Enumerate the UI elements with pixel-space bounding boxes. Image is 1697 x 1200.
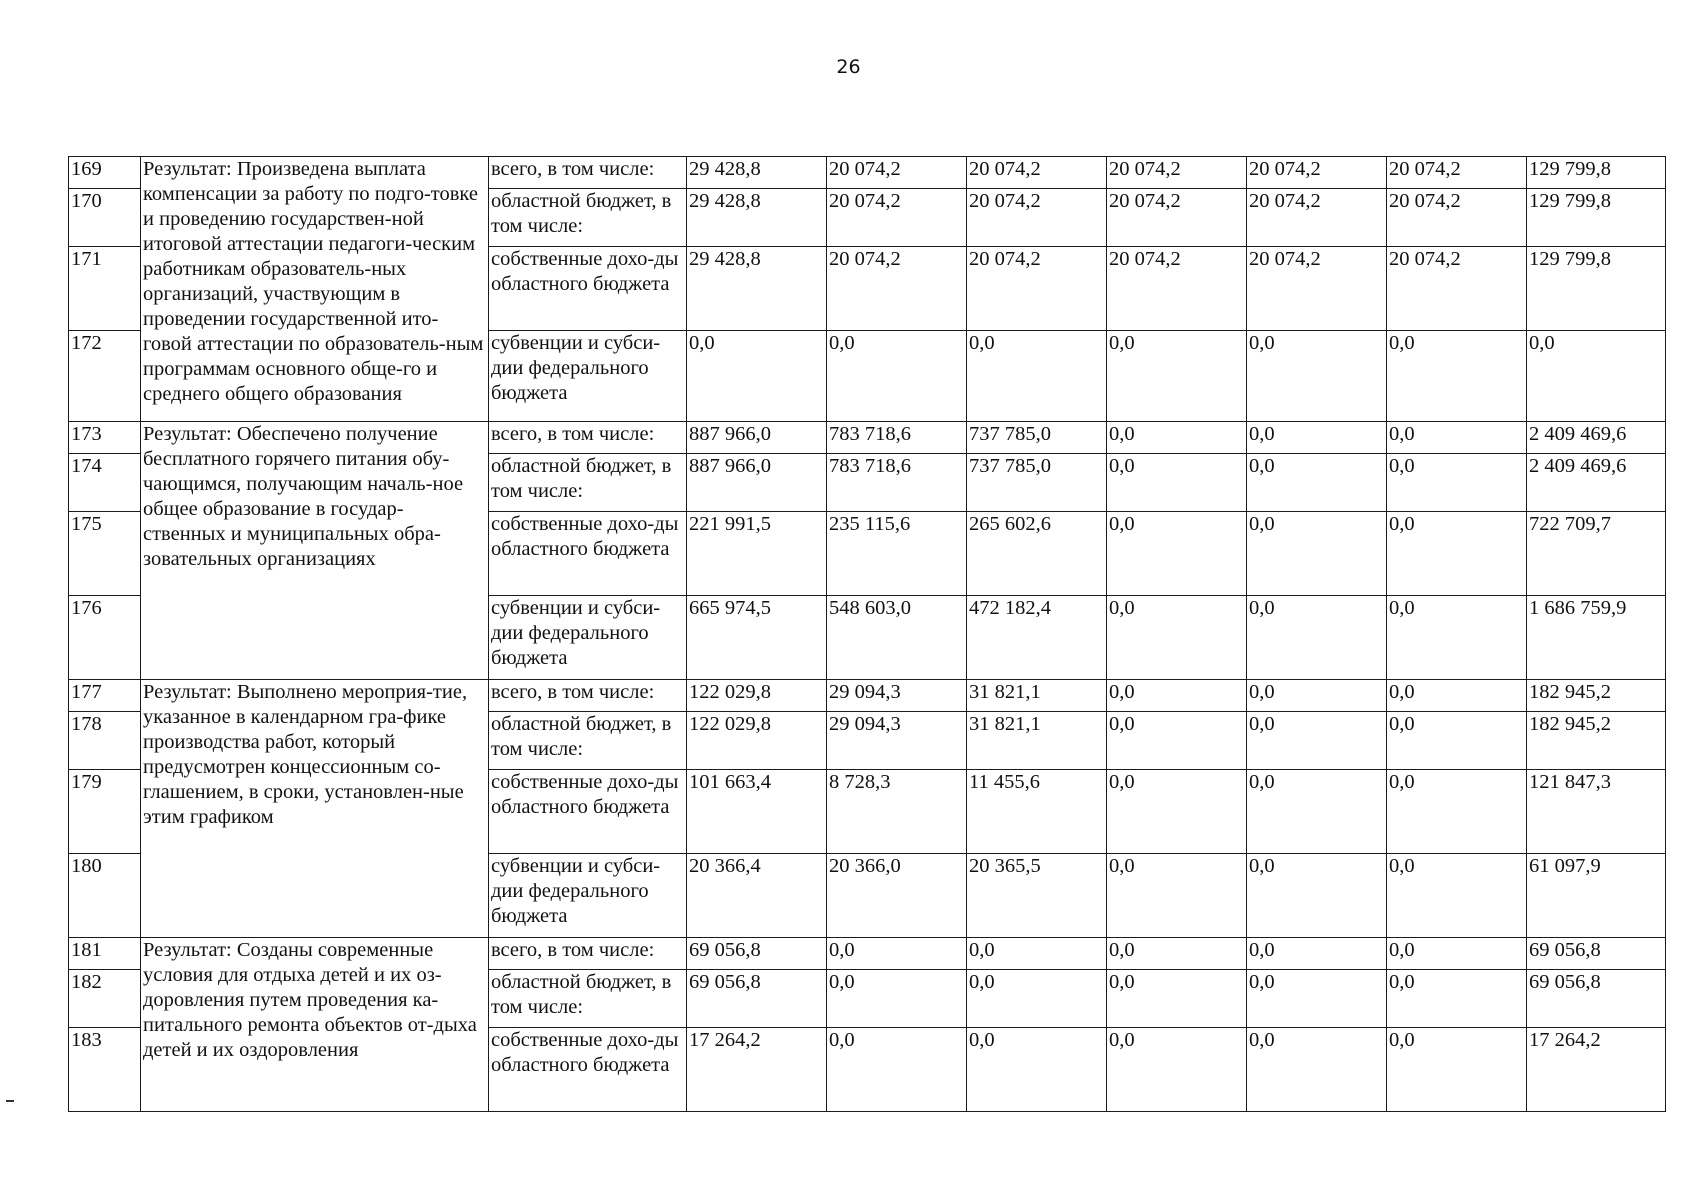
year-value-cell: 0,0 xyxy=(1387,970,1527,1028)
row-number: 175 xyxy=(69,512,141,596)
funding-source: областной бюджет, в том числе: xyxy=(489,189,687,247)
table-body xyxy=(69,157,1666,1112)
result-description: Результат: Созданы современные условия для отдыха детей и их оз-доровления путем проведения ка-питального ремонта объектов от-дыха детей и их оздоровления xyxy=(141,938,489,1112)
total-value-cell: 129 799,8 xyxy=(1527,157,1666,189)
total-value-cell: 129 799,8 xyxy=(1527,189,1666,247)
year-value-cell: 235 115,6 xyxy=(827,512,967,596)
result-description: Результат: Выполнено мероприя-тие, указанное в календарном гра-фике производства работ, который предусмотрен концессионным со-глашением, в сроки, установлен-ные этим графиком xyxy=(141,680,489,938)
year-value-cell: 0,0 xyxy=(1247,712,1387,770)
total-value-cell: 722 709,7 xyxy=(1527,512,1666,596)
year-value-cell: 29 094,3 xyxy=(827,712,967,770)
year-value-cell: 20 074,2 xyxy=(827,247,967,331)
year-value-cell: 20 074,2 xyxy=(1107,189,1247,247)
year-value-cell: 472 182,4 xyxy=(967,596,1107,680)
row-number: 177 xyxy=(69,680,141,712)
total-value-cell: 2 409 469,6 xyxy=(1527,454,1666,512)
year-value-cell: 0,0 xyxy=(1387,854,1527,938)
year-value-cell: 0,0 xyxy=(1107,331,1247,422)
year-value-cell: 0,0 xyxy=(1247,680,1387,712)
funding-source: всего, в том числе: xyxy=(489,680,687,712)
table-row xyxy=(69,680,1666,712)
year-value-cell: 0,0 xyxy=(827,970,967,1028)
year-value-cell: 0,0 xyxy=(1387,596,1527,680)
total-value-cell: 0,0 xyxy=(1527,331,1666,422)
result-description: Результат: Произведена выплата компенсации за работу по подго-товке и проведению государствен-ной итоговой аттестации педагоги-ческим работникам образователь-ных организаций, участвующим в проведении государственной ито-говой аттестации по образователь-ным программам основного обще-го и среднего общего образования xyxy=(141,157,489,422)
year-value-cell: 0,0 xyxy=(827,331,967,422)
year-value-cell: 11 455,6 xyxy=(967,770,1107,854)
row-number: 173 xyxy=(69,422,141,454)
total-value-cell: 1 686 759,9 xyxy=(1527,596,1666,680)
year-value-cell: 20 074,2 xyxy=(1387,247,1527,331)
total-value-cell: 182 945,2 xyxy=(1527,712,1666,770)
row-number: 174 xyxy=(69,454,141,512)
year-value-cell: 29 428,8 xyxy=(687,157,827,189)
year-value-cell: 0,0 xyxy=(1247,854,1387,938)
year-value-cell: 0,0 xyxy=(1107,680,1247,712)
year-value-cell: 0,0 xyxy=(1387,454,1527,512)
total-value-cell: 129 799,8 xyxy=(1527,247,1666,331)
year-value-cell: 20 074,2 xyxy=(1107,157,1247,189)
year-value-cell: 20 074,2 xyxy=(967,157,1107,189)
year-value-cell: 265 602,6 xyxy=(967,512,1107,596)
row-number: 181 xyxy=(69,938,141,970)
year-value-cell: 0,0 xyxy=(1387,331,1527,422)
year-value-cell: 0,0 xyxy=(1107,454,1247,512)
year-value-cell: 0,0 xyxy=(1387,512,1527,596)
page-number: 26 xyxy=(836,56,861,78)
year-value-cell: 0,0 xyxy=(1107,712,1247,770)
year-value-cell: 101 663,4 xyxy=(687,770,827,854)
row-number: 170 xyxy=(69,189,141,247)
year-value-cell: 0,0 xyxy=(967,331,1107,422)
year-value-cell: 0,0 xyxy=(1107,970,1247,1028)
year-value-cell: 69 056,8 xyxy=(687,938,827,970)
row-number: 178 xyxy=(69,712,141,770)
funding-source: субвенции и субси-дии федерального бюджета xyxy=(489,596,687,680)
year-value-cell: 0,0 xyxy=(1107,770,1247,854)
funding-source: субвенции и субси-дии федерального бюджета xyxy=(489,854,687,938)
year-value-cell: 0,0 xyxy=(1387,712,1527,770)
year-value-cell: 887 966,0 xyxy=(687,422,827,454)
year-value-cell: 20 074,2 xyxy=(1247,247,1387,331)
row-number: 182 xyxy=(69,970,141,1028)
funding-source: всего, в том числе: xyxy=(489,938,687,970)
year-value-cell: 0,0 xyxy=(1107,938,1247,970)
year-value-cell: 20 074,2 xyxy=(1247,157,1387,189)
margin-mark xyxy=(6,1100,14,1102)
year-value-cell: 31 821,1 xyxy=(967,680,1107,712)
year-value-cell: 221 991,5 xyxy=(687,512,827,596)
year-value-cell: 0,0 xyxy=(1247,596,1387,680)
year-value-cell: 8 728,3 xyxy=(827,770,967,854)
year-value-cell: 20 074,2 xyxy=(1107,247,1247,331)
year-value-cell: 0,0 xyxy=(687,331,827,422)
funding-source: собственные дохо-ды областного бюджета xyxy=(489,1028,687,1112)
year-value-cell: 122 029,8 xyxy=(687,680,827,712)
year-value-cell: 0,0 xyxy=(967,1028,1107,1112)
row-number: 171 xyxy=(69,247,141,331)
total-value-cell: 182 945,2 xyxy=(1527,680,1666,712)
table-row xyxy=(69,938,1666,970)
year-value-cell: 20 074,2 xyxy=(827,189,967,247)
year-value-cell: 887 966,0 xyxy=(687,454,827,512)
row-number: 180 xyxy=(69,854,141,938)
total-value-cell: 69 056,8 xyxy=(1527,970,1666,1028)
year-value-cell: 20 074,2 xyxy=(827,157,967,189)
year-value-cell: 20 074,2 xyxy=(1387,157,1527,189)
year-value-cell: 29 428,8 xyxy=(687,247,827,331)
funding-source: собственные дохо-ды областного бюджета xyxy=(489,512,687,596)
total-value-cell: 61 097,9 xyxy=(1527,854,1666,938)
funding-source: субвенции и субси-дии федерального бюджета xyxy=(489,331,687,422)
year-value-cell: 20 366,4 xyxy=(687,854,827,938)
funding-source: областной бюджет, в том числе: xyxy=(489,970,687,1028)
year-value-cell: 0,0 xyxy=(1107,1028,1247,1112)
year-value-cell: 0,0 xyxy=(1107,596,1247,680)
year-value-cell: 20 074,2 xyxy=(1247,189,1387,247)
row-number: 169 xyxy=(69,157,141,189)
total-value-cell: 17 264,2 xyxy=(1527,1028,1666,1112)
year-value-cell: 0,0 xyxy=(1107,512,1247,596)
year-value-cell: 29 094,3 xyxy=(827,680,967,712)
year-value-cell: 0,0 xyxy=(967,970,1107,1028)
total-value-cell: 2 409 469,6 xyxy=(1527,422,1666,454)
funding-source: областной бюджет, в том числе: xyxy=(489,712,687,770)
year-value-cell: 29 428,8 xyxy=(687,189,827,247)
year-value-cell: 0,0 xyxy=(1247,422,1387,454)
table-row xyxy=(69,157,1666,189)
table-row xyxy=(69,422,1666,454)
funding-source: собственные дохо-ды областного бюджета xyxy=(489,247,687,331)
funding-source: всего, в том числе: xyxy=(489,422,687,454)
total-value-cell: 69 056,8 xyxy=(1527,938,1666,970)
year-value-cell: 0,0 xyxy=(1387,938,1527,970)
year-value-cell: 0,0 xyxy=(1247,970,1387,1028)
funding-source: собственные дохо-ды областного бюджета xyxy=(489,770,687,854)
year-value-cell: 31 821,1 xyxy=(967,712,1107,770)
year-value-cell: 0,0 xyxy=(1387,770,1527,854)
year-value-cell: 20 074,2 xyxy=(1387,189,1527,247)
year-value-cell: 0,0 xyxy=(1247,331,1387,422)
row-number: 176 xyxy=(69,596,141,680)
year-value-cell: 20 074,2 xyxy=(967,247,1107,331)
year-value-cell: 20 365,5 xyxy=(967,854,1107,938)
year-value-cell: 122 029,8 xyxy=(687,712,827,770)
year-value-cell: 783 718,6 xyxy=(827,454,967,512)
year-value-cell: 0,0 xyxy=(1387,680,1527,712)
total-value-cell: 121 847,3 xyxy=(1527,770,1666,854)
year-value-cell: 783 718,6 xyxy=(827,422,967,454)
row-number: 172 xyxy=(69,331,141,422)
year-value-cell: 0,0 xyxy=(1107,854,1247,938)
year-value-cell: 0,0 xyxy=(967,938,1107,970)
year-value-cell: 0,0 xyxy=(827,1028,967,1112)
budget-table xyxy=(68,156,1666,1112)
funding-source: всего, в том числе: xyxy=(489,157,687,189)
funding-source: областной бюджет, в том числе: xyxy=(489,454,687,512)
year-value-cell: 0,0 xyxy=(1247,1028,1387,1112)
year-value-cell: 0,0 xyxy=(1107,422,1247,454)
year-value-cell: 0,0 xyxy=(1247,938,1387,970)
year-value-cell: 20 074,2 xyxy=(967,189,1107,247)
year-value-cell: 0,0 xyxy=(827,938,967,970)
year-value-cell: 737 785,0 xyxy=(967,454,1107,512)
year-value-cell: 0,0 xyxy=(1387,422,1527,454)
result-description: Результат: Обеспечено получение бесплатного горячего питания обу-чающимся, получающим началь-ное общее образование в государ-ственных и муниципальных обра-зовательных организациях xyxy=(141,422,489,680)
row-number: 179 xyxy=(69,770,141,854)
year-value-cell: 0,0 xyxy=(1247,512,1387,596)
year-value-cell: 665 974,5 xyxy=(687,596,827,680)
year-value-cell: 20 366,0 xyxy=(827,854,967,938)
year-value-cell: 69 056,8 xyxy=(687,970,827,1028)
row-number: 183 xyxy=(69,1028,141,1112)
year-value-cell: 0,0 xyxy=(1247,454,1387,512)
year-value-cell: 0,0 xyxy=(1247,770,1387,854)
year-value-cell: 17 264,2 xyxy=(687,1028,827,1112)
year-value-cell: 737 785,0 xyxy=(967,422,1107,454)
year-value-cell: 0,0 xyxy=(1387,1028,1527,1112)
year-value-cell: 548 603,0 xyxy=(827,596,967,680)
